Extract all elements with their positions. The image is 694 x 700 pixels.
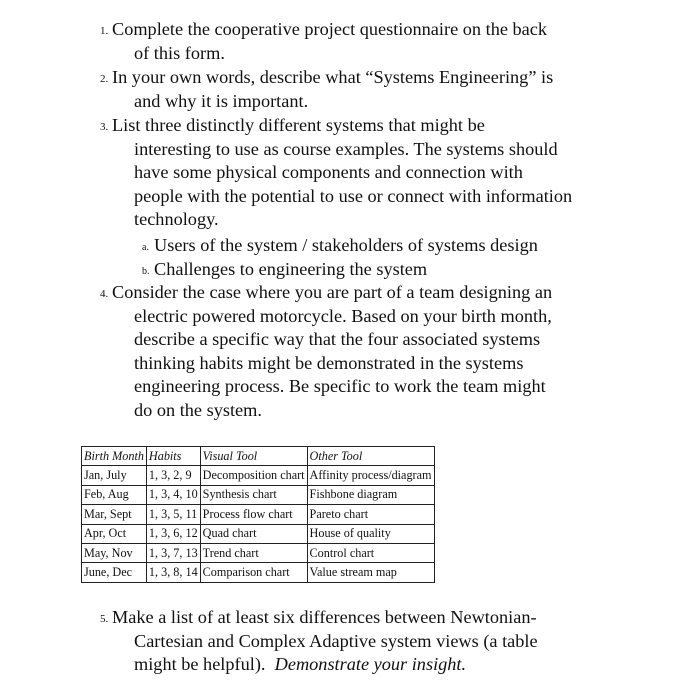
- item-line: technology.: [134, 209, 219, 230]
- item-line: people with the potential to use or connect with information: [134, 185, 573, 206]
- table-cell: Jan, July: [82, 466, 147, 485]
- birth-month-table: [81, 446, 435, 583]
- item-line: List three distinctly different systems that might be: [112, 115, 485, 135]
- list-item-4: [100, 281, 620, 423]
- table-cell: 1, 3, 6, 12: [146, 524, 200, 543]
- table-cell: 1, 3, 5, 11: [146, 505, 200, 524]
- table-header: Other Tool: [307, 447, 434, 466]
- table-row: [82, 505, 435, 524]
- item-number: 1.: [100, 25, 109, 37]
- item-line: Complete the cooperative project questionnaire on the back: [112, 19, 548, 39]
- table-cell: Trend chart: [200, 543, 307, 562]
- table-cell: Mar, Sept: [82, 505, 147, 524]
- item-line: Consider the case where you are part of a team designing an: [112, 282, 553, 302]
- emphasis-text: Demonstrate your insight.: [274, 654, 467, 675]
- table-row: [82, 563, 435, 582]
- item-line: thinking habits might be demonstrated in the systems: [134, 352, 524, 373]
- table-cell: Control chart: [307, 543, 434, 562]
- list-item-3: [100, 114, 620, 232]
- table-cell: Value stream map: [307, 563, 434, 582]
- table-cell: Fishbone diagram: [307, 485, 434, 504]
- table-cell: Affinity process/diagram: [307, 466, 434, 485]
- table-cell: Quad chart: [200, 524, 307, 543]
- list-item-1: [100, 18, 620, 65]
- table-header: Habits: [146, 447, 200, 466]
- table-header: Visual Tool: [200, 447, 307, 466]
- table-cell: Synthesis chart: [200, 485, 307, 504]
- table-cell: House of quality: [307, 524, 434, 543]
- table-cell: May, Nov: [82, 543, 147, 562]
- item-number: 5.: [100, 613, 109, 625]
- table-cell: Comparison chart: [200, 563, 307, 582]
- sub-item-letter: b.: [142, 266, 150, 277]
- item-line-last: [112, 653, 620, 677]
- table-row: [82, 466, 435, 485]
- table-cell: 1, 3, 8, 14: [146, 563, 200, 582]
- item-line: electric powered motorcycle. Based on your birth month,: [134, 305, 552, 326]
- table-cell: Pareto chart: [307, 505, 434, 524]
- list-item-2: [100, 66, 620, 113]
- item-number: 4.: [100, 288, 109, 300]
- item-line: Make a list of at least six differences between Newtonian-: [112, 607, 537, 627]
- table-cell: Decomposition chart: [200, 466, 307, 485]
- item-line: In your own words, describe what “Systems Engineering” is: [112, 67, 554, 87]
- list-item-5: [100, 606, 620, 677]
- sub-item-text: Users of the system / stakeholders of systems design: [154, 235, 538, 255]
- item-line: interesting to use as course examples. The systems should: [134, 138, 558, 159]
- table-cell: 1, 3, 7, 13: [146, 543, 200, 562]
- sub-item-letter: a.: [142, 242, 149, 253]
- table-cell: Apr, Oct: [82, 524, 147, 543]
- table-cell: 1, 3, 2, 9: [146, 466, 200, 485]
- sub-item-a: [142, 233, 538, 257]
- item-line: have some physical components and connection with: [134, 162, 523, 183]
- item-line: and why it is important.: [134, 90, 309, 111]
- item-line: Cartesian and Complex Adaptive system views (a table: [134, 630, 538, 651]
- item-line: engineering process. Be specific to work the team might: [134, 376, 546, 397]
- item-number: 3.: [100, 121, 109, 133]
- table-cell: Feb, Aug: [82, 485, 147, 504]
- table-cell: 1, 3, 4, 10: [146, 485, 200, 504]
- table-header: Birth Month: [82, 447, 147, 466]
- table-row: [82, 485, 435, 504]
- table-row: [82, 524, 435, 543]
- item-line: do on the system.: [134, 399, 262, 420]
- table-cell: Process flow chart: [200, 505, 307, 524]
- sub-item-b: [142, 257, 427, 281]
- item-number: 2.: [100, 73, 109, 85]
- sub-item-text: Challenges to engineering the system: [154, 259, 428, 279]
- table-cell: June, Dec: [82, 563, 147, 582]
- item-line: might be helpful).: [134, 654, 266, 675]
- item-line: describe a specific way that the four associated systems: [134, 329, 541, 350]
- item-line: of this form.: [134, 42, 225, 63]
- table-header-row: [82, 447, 435, 466]
- table-row: [82, 543, 435, 562]
